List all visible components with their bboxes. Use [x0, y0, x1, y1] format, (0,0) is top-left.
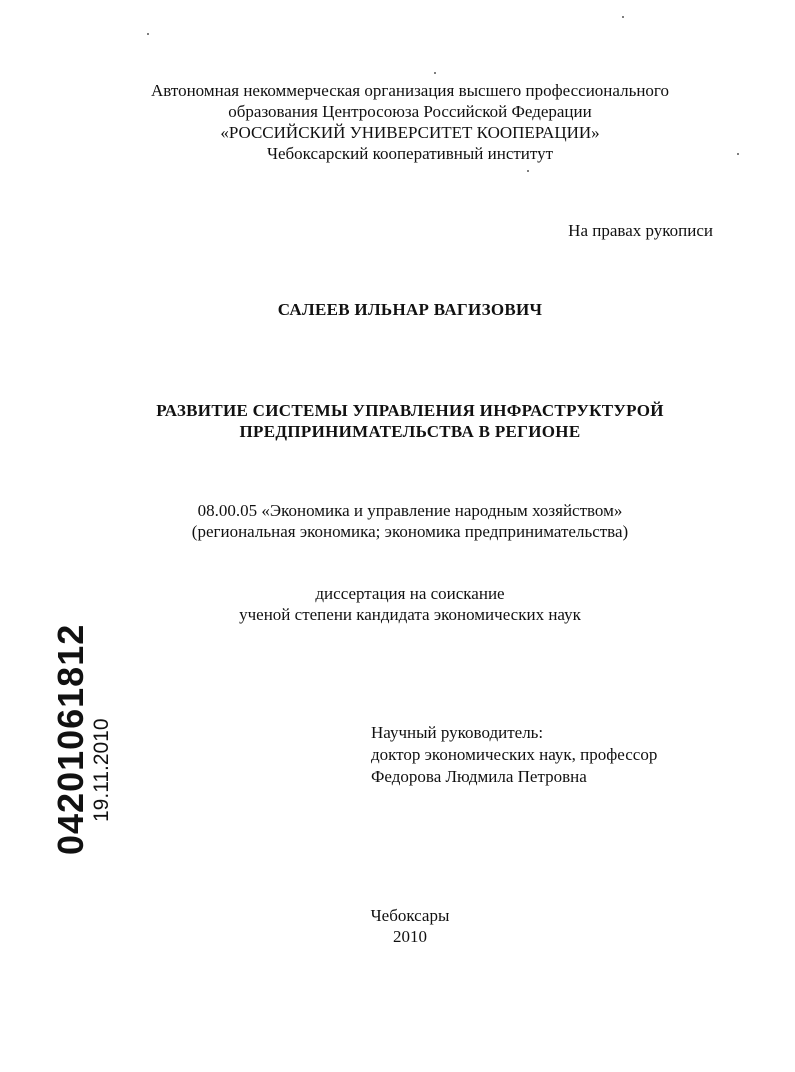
- title-line-1: РАЗВИТИЕ СИСТЕМЫ УПРАВЛЕНИЯ ИНФРАСТРУКТУРОЙ: [156, 401, 664, 420]
- supervisor-label: Научный руководитель:: [371, 723, 544, 742]
- supervisor-degree: доктор экономических наук, профессор: [371, 745, 658, 764]
- specialty-subfield: (региональная экономика; экономика предпринимательства): [191, 522, 629, 541]
- scan-speck: [147, 33, 149, 35]
- specialty-block: [60, 500, 760, 542]
- library-stamp-code: 04201061812: [50, 623, 91, 855]
- scan-speck: [737, 153, 739, 155]
- manuscript-rights-note: На правах рукописи: [568, 221, 713, 240]
- institution-header: [60, 80, 760, 164]
- degree-line-2: ученой степени кандидата экономических наук: [239, 605, 581, 624]
- scan-speck: [622, 16, 624, 18]
- dissertation-title: [60, 400, 760, 442]
- city: Чебоксары: [370, 906, 450, 925]
- university-name: «РОССИЙСКИЙ УНИВЕРСИТЕТ КООПЕРАЦИИ»: [220, 123, 600, 142]
- institution-line-1: Автономная некоммерческая организация высшего профессионального: [151, 81, 669, 100]
- specialty-code: 08.00.05 «Экономика и управление народным хозяйством»: [197, 501, 623, 520]
- place-and-year: [60, 905, 760, 947]
- scan-speck: [527, 170, 529, 172]
- degree-line-1: диссертация на соискание: [315, 584, 505, 603]
- author-name: САЛЕЕВ ИЛЬНАР ВАГИЗОВИЧ: [277, 300, 543, 319]
- degree-block: [60, 583, 760, 625]
- title-line-2: ПРЕДПРИНИМАТЕЛЬСТВА В РЕГИОНЕ: [239, 422, 581, 441]
- scan-speck: [434, 72, 436, 74]
- supervisor-block: [371, 722, 657, 788]
- year: 2010: [393, 927, 427, 946]
- library-stamp-date: 19.11.2010: [90, 718, 113, 822]
- institution-line-2: образования Центросоюза Российской Федерации: [228, 102, 592, 121]
- supervisor-name: Федорова Людмила Петровна: [371, 767, 587, 786]
- institute-name: Чебоксарский кооперативный институт: [266, 144, 554, 163]
